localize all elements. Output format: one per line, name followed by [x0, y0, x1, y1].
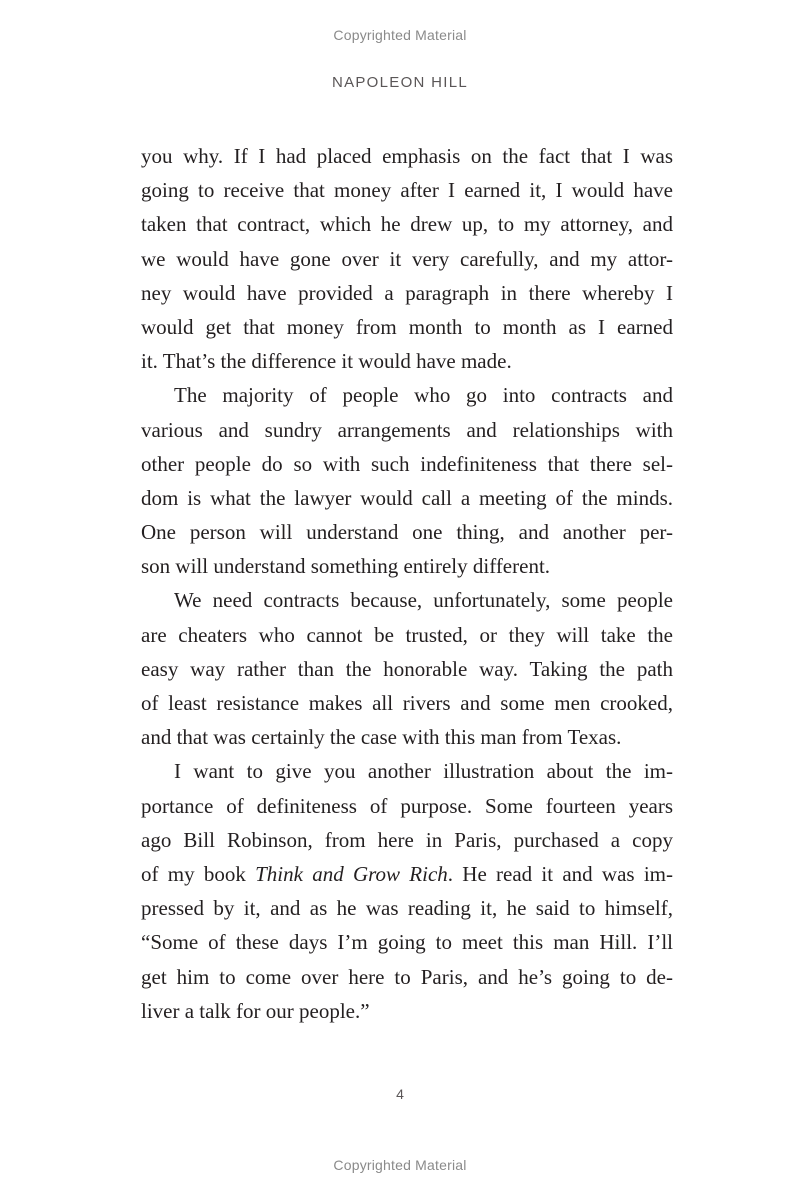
text-line: other people do so with such indefiniteness that there sel-	[141, 451, 673, 476]
text-line: “Some of these days I’m going to meet this man Hill. I’ll	[141, 930, 673, 955]
text-line: easy way rather than the honorable way. Taking the path	[141, 656, 673, 681]
text-line: would get that money from month to month as I earned	[141, 314, 673, 339]
text-line: son will understand something entirely different.	[141, 554, 551, 579]
text-segment: of my book	[141, 861, 256, 886]
text-line: various and sundry arrangements and relationships with	[141, 417, 673, 442]
text-line: I want to give you another illustration about the im-	[174, 759, 673, 784]
text-line: and that was certainly the case with this man from Texas.	[141, 725, 622, 750]
book-title: Think and Grow Rich	[255, 861, 448, 886]
text-line: pressed by it, and as he was reading it, he said to himself,	[141, 896, 673, 921]
text-line: ney would have provided a paragraph in there whereby I	[141, 280, 673, 305]
copyright-watermark-top: Copyrighted Material	[333, 27, 467, 43]
text-line: going to receive that money after I earned it, I would have	[141, 178, 673, 203]
text-line: taken that contract, which he drew up, to my attorney, and	[141, 212, 673, 237]
page-number: 4	[396, 1086, 404, 1102]
text-line: you why. If I had placed emphasis on the fact that I was	[141, 144, 673, 168]
text-line: The majority of people who go into contracts and	[174, 383, 673, 408]
running-head: NAPOLEON HILL	[331, 74, 469, 91]
text-line: One person will understand one thing, and another per-	[141, 520, 673, 545]
text-line-with-book-title	[141, 857, 673, 891]
text-line: liver a talk for our people.”	[141, 998, 370, 1023]
body-text	[141, 139, 673, 1028]
text-line: portance of definiteness of purpose. Some fourteen years	[141, 793, 673, 818]
text-line: we would have gone over it very carefully, and my attor-	[141, 246, 673, 271]
text-line: We need contracts because, unfortunately, some people	[174, 588, 673, 613]
text-line: dom is what the lawyer would call a meeting of the minds.	[141, 485, 673, 510]
copyright-watermark-bottom: Copyrighted Material	[333, 1157, 467, 1173]
text-line: get him to come over here to Paris, and he’s going to de-	[141, 964, 673, 989]
text-line: ago Bill Robinson, from here in Paris, purchased a copy	[141, 827, 673, 852]
text-segment: . He read it and was im-	[447, 861, 673, 886]
text-line: of least resistance makes all rivers and some men crooked,	[141, 691, 673, 715]
text-line: it. That’s the difference it would have made.	[141, 349, 512, 374]
text-line: are cheaters who cannot be trusted, or they will take the	[141, 622, 673, 647]
